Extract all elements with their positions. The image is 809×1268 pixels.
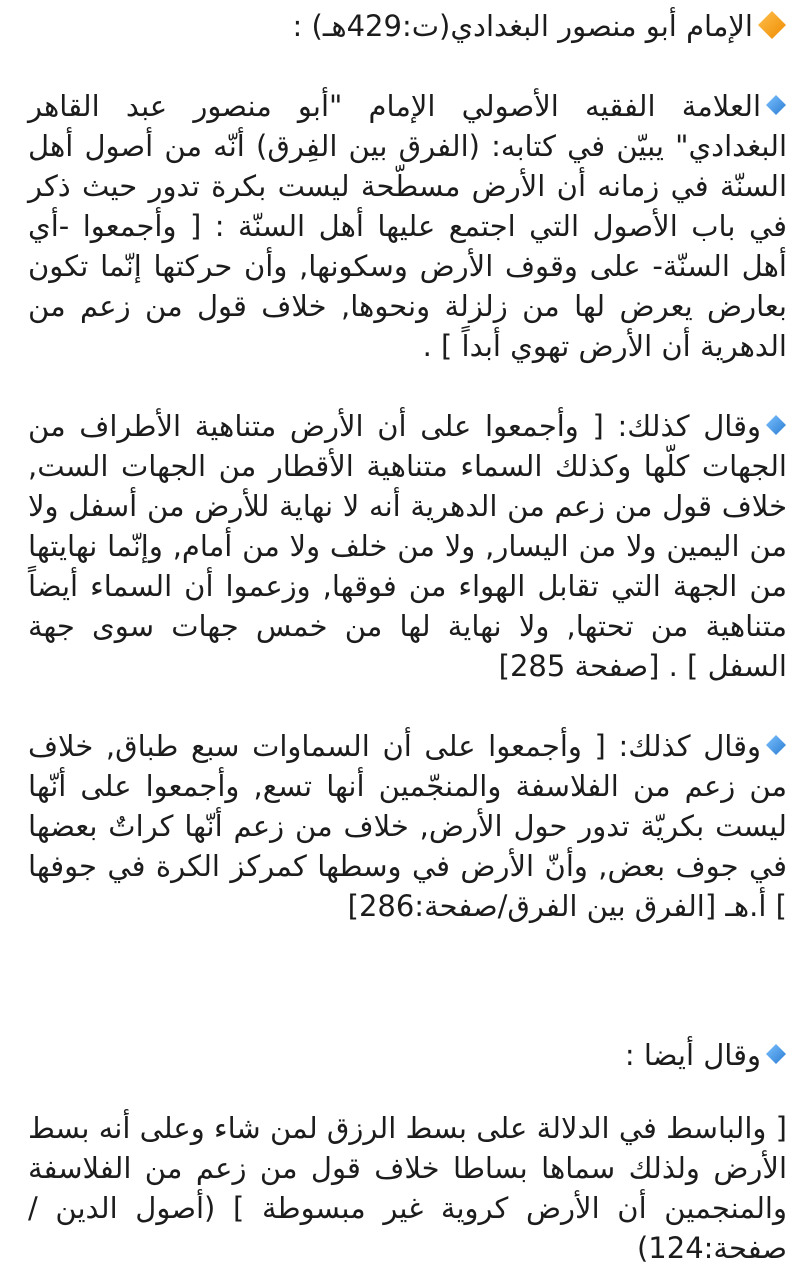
blue-diamond-icon bbox=[765, 94, 787, 116]
title-paragraph bbox=[28, 6, 787, 46]
paragraph-2-text: وقال كذلك: [ وأجمعوا على أن الأرض متناهية الأطراف من الجهات كلّها وكذلك السماء متناهية الأقطار من الجهات الست, خلاف قول من زعم من الدهرية أنه لا نهاية للأرض من أسفل ولا من اليمين ولا من اليسار, ولا من خلف ولا من أمام, وإنّما نهايتها من الجهة التي تقابل الهواء من فوقها, وزعموا أن السماء أيضاً متناهية من تحتها, ولا نهاية لها من خمس جهات سوى جهة السفل ] . [صفحة 285] bbox=[28, 409, 787, 683]
paragraph-1-text: العلامة الفقيه الأصولي الإمام "أبو منصور عبد القاهر البغدادي" يبيّن في كتابه: (الفرق بين الفِرق) أنّه من أصول أهل السنّة في زمانه أن الأرض مسطّحة ليست بكرة تدور حيث ذكر في باب الأصول التي اجتمع عليها أهل السنّة : [ وأجمعوا -أي أهل السنّة- على وقوف الأرض وسكونها, وأن حركتها إنّما تكون بعارض يعرض لها من زلزلة ونحوها, خلاف قول من زعم من الدهرية أن الأرض تهوي أبداً ] . bbox=[28, 89, 787, 363]
page-title: الإمام أبو منصور البغدادي(ت:429هـ) : bbox=[292, 9, 753, 43]
orange-diamond-icon bbox=[757, 10, 787, 40]
blue-diamond-icon bbox=[765, 734, 787, 756]
paragraph-2 bbox=[28, 406, 787, 686]
paragraph-3-text: وقال كذلك: [ وأجمعوا على أن السماوات سبع طباق, خلاف من زعم من الفلاسفة والمنجّمين أنها تسع, وأجمعوا على أنّها ليست بكريّة تدور حول الأرض, خلاف من زعم أنّها كراتٌ بعضها في جوف بعض, وأنّ الأرض في وسطها كمركز الكرة في جوفها ] أ.هـ [الفرق بين الفرق/صفحة:286] bbox=[28, 729, 787, 923]
paragraph-4 bbox=[28, 966, 787, 1268]
paragraph-4-text: وقال أيضا : [ والباسط في الدلالة على بسط الرزق لمن شاء وعلى أنه بسط الأرض ولذلك سماها بساطا خلاف قول من زعم من الفلاسفة والمنجمين أن الأرض كروية غير مبسوطة ] (أصول الدين /صفحة:124) bbox=[28, 1038, 787, 1265]
blue-diamond-icon bbox=[765, 1003, 787, 1105]
paragraph-3 bbox=[28, 726, 787, 926]
blue-diamond-icon bbox=[765, 414, 787, 436]
paragraph-1 bbox=[28, 86, 787, 366]
